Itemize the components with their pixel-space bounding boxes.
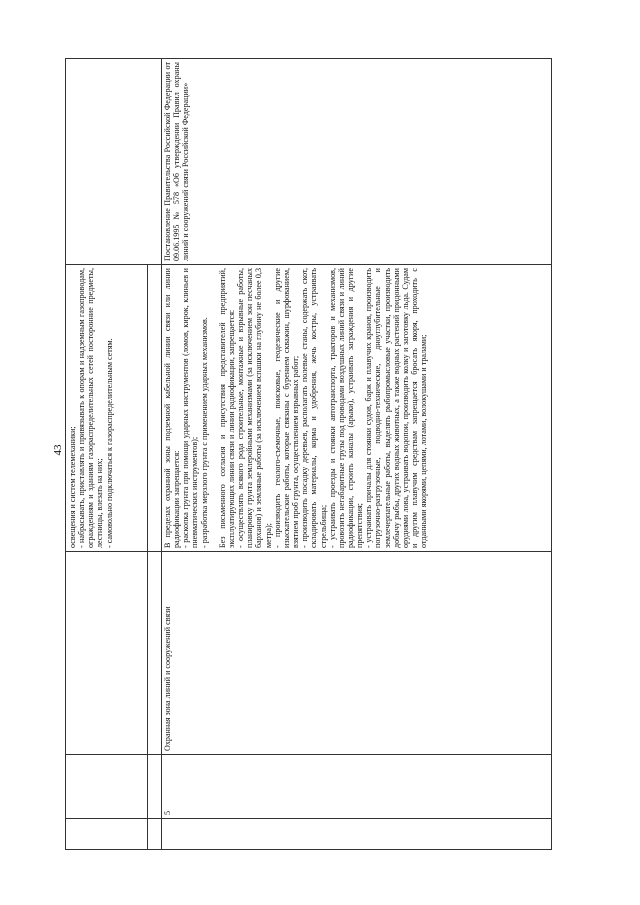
restriction-item: - разработка мерзлого грунта с применением ударных механизмов. <box>199 317 209 548</box>
restriction-item: - осуществлять всякого рода строительные, монтажные и взрывные работы, планировку грунта землеройными механизмами (за исключением зон песчаных барханов) и земляные работы (за исключением вспашки на глубину не более 0,3 метра); <box>236 268 273 548</box>
continued-restrictions <box>67 265 147 551</box>
restriction-item: - производить геолого-съемочные, поисковые, геодезические и другие изыскательские работы, которые связаны с бурением скважин, шурфованием, взятием проб грунта, осуществлением взрывных работ; <box>272 268 301 548</box>
continued-line: - набрасывать, приставлять и привязывать к опорам и надземным газопроводам, ограждениям и зданиям газораспределительных сетей посторонние предметы, лестницы, влезать на них; <box>77 268 105 548</box>
restriction-item: - раскопка грунта при помощи ударных инструментов (ломов, кирок, клиньев и пневматических инструментов); <box>181 268 200 548</box>
restriction-item: - устраивать причалы для стоянки судов, барж и плавучих кранов, производить погрузочно-разгрузочные, подводно-технические, дноуглубительные и землечерпательные работы, выделять рыбопромысловые участки, производить добычу рыбы, других водных животных, а также водных растений придонными орудиями лова, устраивать водопои, производить колку и заготовку льда. Судам и другим плавучим средствам запрещается бросать якоря, проходить с отданными якорями, цепями, лотами, волокушами и тралами; <box>364 268 429 548</box>
continued-line: освещения и систем телемеханики; <box>68 426 77 548</box>
restriction-item: Без письменного согласия и присутствия представителей предприятий, эксплуатирующих линии связи и линии радиофикации, запрещается: <box>217 268 236 548</box>
rotated-page <box>65 50 575 850</box>
page-number: 43 <box>52 444 64 456</box>
restriction-item: В пределах охранной зоны подземной кабельной линии связи или линии радиофикации запрещается: <box>163 268 182 548</box>
zone-name: Охранная зона линий и сооружений связи <box>163 606 172 751</box>
restrictions-text <box>162 265 552 551</box>
restriction-item: - производить посадку деревьев, располагать полевые станы, содержать скот, складировать материалы, корма и удобрения, жечь костры, устраивать стрельбища; <box>300 268 328 548</box>
row-number: 5 <box>163 810 172 815</box>
legal-basis: Постановление Правительства Российской Федерации от 09.06.1995 № 578 «Об утверждении Правил охраны линий и сооружений связи Российской Федерации» <box>163 62 191 261</box>
restriction-item: - устраивать проезды и стоянки автотранспорта, тракторов и механизмов, провозить негабаритные грузы под проводами воздушных линий связи и линий радиофикации, строить каналы (арыки), устраивать заграждения и другие препятствия; <box>327 268 365 548</box>
restrictions-table <box>65 58 552 850</box>
continued-line: - самовольно подключаться к газораспределительным сетям. <box>104 338 114 548</box>
